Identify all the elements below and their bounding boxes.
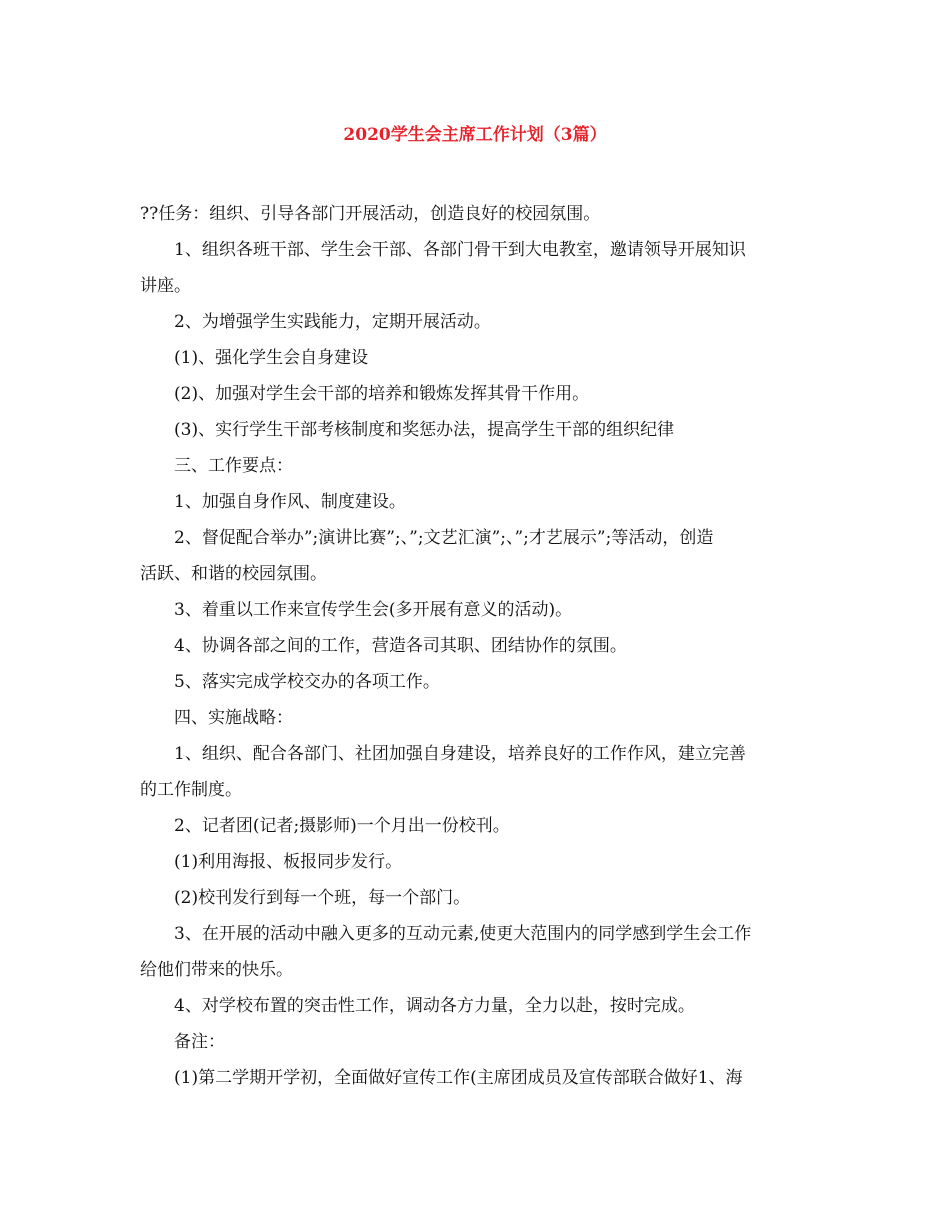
paragraph-line: (3)、实行学生干部考核制度和奖惩办法，提高学生干部的组织纪律	[174, 420, 675, 440]
paragraph-line: 的工作制度。	[140, 780, 242, 800]
paragraph-line: (2)校刊发行到每一个班，每一个部门。	[174, 888, 471, 908]
paragraph-line: 四、实施战略：	[174, 708, 293, 728]
paragraph-line: (1)利用海报、板报同步发行。	[174, 852, 403, 872]
document-title: 2020学生会主席工作计划（3篇）	[343, 125, 607, 145]
paragraph-line: 3、在开展的活动中融入更多的互动元素,使更大范围内的同学感到学生会工作	[174, 924, 752, 944]
paragraph-line: (2)、加强对学生会干部的培养和锻炼发挥其骨干作用。	[174, 384, 590, 404]
paragraph-line: 5、落实完成学校交办的各项工作。	[174, 672, 440, 692]
document-body	[140, 196, 812, 1096]
paragraph-line: 1、加强自身作风、制度建设。	[174, 492, 406, 512]
paragraph-line: 三、工作要点：	[174, 456, 293, 476]
paragraph-line: 2、为增强学生实践能力，定期开展活动。	[174, 312, 491, 332]
paragraph-line: 1、组织各班干部、学生会干部、各部门骨干到大电教室，邀请领导开展知识	[174, 240, 746, 260]
paragraph-line: 给他们带来的快乐。	[140, 960, 293, 980]
paragraph-line: 备注：	[174, 1032, 225, 1052]
paragraph-line: 2、记者团(记者;摄影师)一个月出一份校刊。	[174, 816, 510, 836]
paragraph-line: (1)、强化学生会自身建设	[174, 348, 369, 368]
paragraph-line: 4、对学校布置的突击性工作，调动各方力量，全力以赴，按时完成。	[174, 996, 695, 1016]
paragraph-line: ??任务：组织、引导各部门开展活动，创造良好的校园氛围。	[140, 204, 601, 224]
paragraph-line: 4、协调各部之间的工作，营造各司其职、团结协作的氛围。	[174, 636, 627, 656]
paragraph-line: 1、组织、配合各部门、社团加强自身建设，培养良好的工作作风，建立完善	[174, 744, 746, 764]
paragraph-line: (1)第二学期开学初，全面做好宣传工作(主席团成员及宣传部联合做好1、海	[174, 1068, 743, 1088]
paragraph-line: 活跃、和谐的校园氛围。	[140, 564, 327, 584]
paragraph-line: 2、督促配合举办”;演讲比赛”;、”;文艺汇演”;、”;才艺展示”;等活动，创造	[174, 528, 714, 548]
paragraph-line: 讲座。	[140, 276, 191, 296]
paragraph-line: 3、着重以工作来宣传学生会(多开展有意义的活动)。	[174, 600, 573, 620]
